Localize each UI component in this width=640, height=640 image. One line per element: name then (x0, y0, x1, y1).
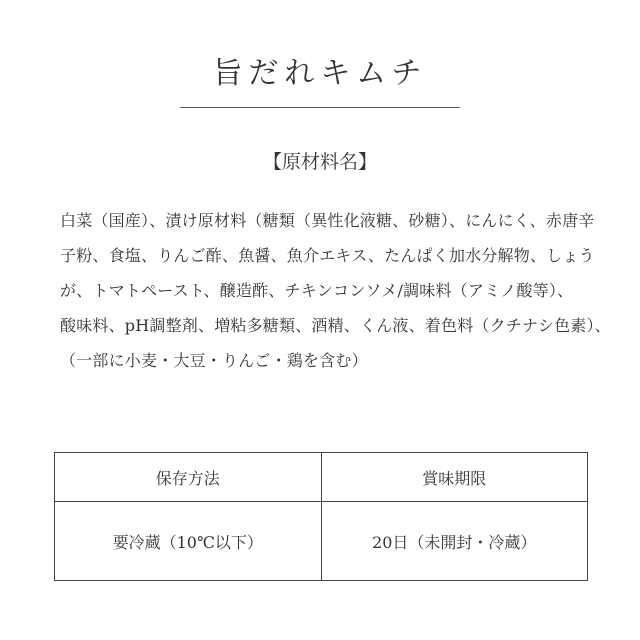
table-header-row (55, 453, 588, 502)
storage-method-value: 要冷蔵（10℃以下） (55, 502, 322, 581)
ingredient-line: （一部に小麦・大豆・りんご・鶏を含む） (60, 351, 368, 370)
best-before-value: 20日（未開封・冷蔵） (321, 502, 588, 581)
product-title: 旨だれキムチ (212, 56, 428, 91)
ingredient-line: が、トマトペースト、醸造酢、チキンコンソメ/調味料（アミノ酸等）、 (60, 281, 574, 300)
storage-info-table (54, 452, 588, 581)
ingredients-list (60, 203, 611, 378)
ingredient-line: 白菜（国産）、漬け原材料（糖類（異性化液糖、砂糖）、にんにく、赤唐辛 (60, 211, 595, 230)
storage-method-header: 保存方法 (55, 453, 322, 502)
ingredient-line: 子粉、食塩、りんご酢、魚醤、魚介エキス、たんぱく加水分解物、しょう (60, 246, 595, 265)
title-divider (180, 107, 460, 108)
ingredients-heading: 【原材料名】 (262, 151, 377, 173)
best-before-header: 賞味期限 (321, 453, 588, 502)
ingredient-line: 酸味料、pH調整剤、増粘多糖類、酒精、くん液、着色料（クチナシ色素）、 (60, 316, 611, 335)
table-value-row (55, 502, 588, 581)
